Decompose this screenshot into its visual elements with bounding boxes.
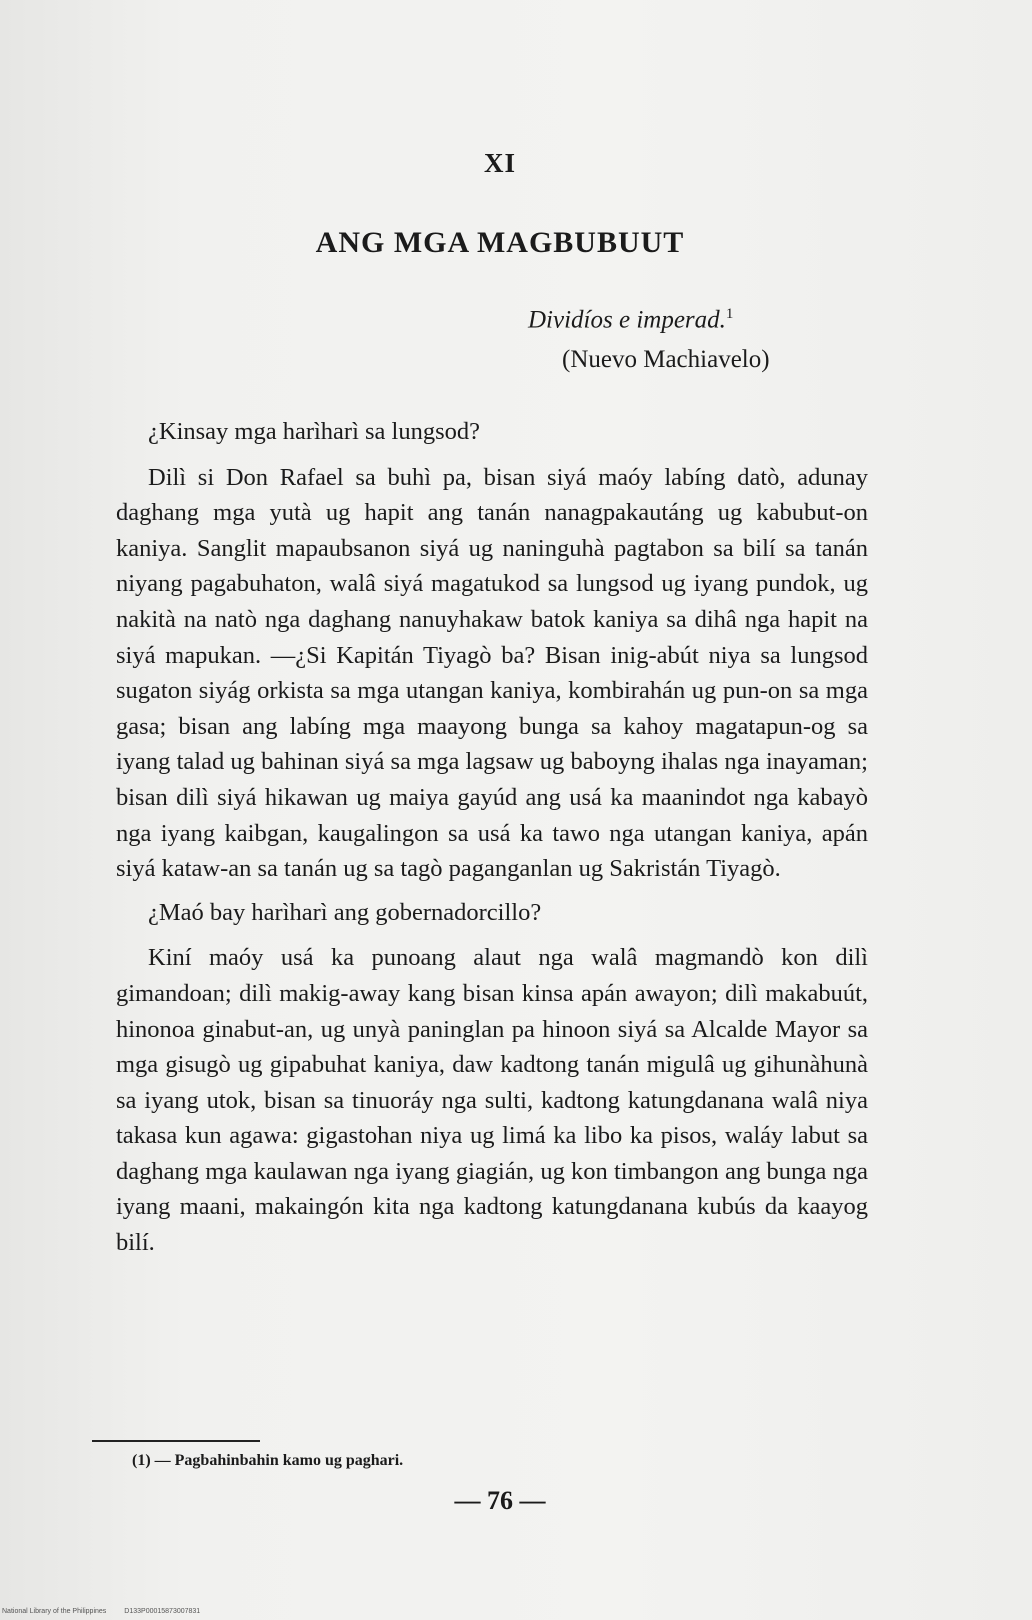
paragraph: ¿Kinsay mga harìharì sa lungsod? (148, 418, 481, 445)
epigraph-quote-text: Dividíos e imperad. (528, 306, 726, 334)
epigraph-quote (528, 306, 733, 334)
library-credit: National Library of the Philippines (2, 1608, 107, 1615)
chapter-title: ANG MGA MAGBUBUUT (315, 226, 685, 259)
file-id: D133P00015873007831 (124, 1608, 201, 1615)
footnote: (1) — Pagbahinbahin kamo ug paghari. (132, 1452, 404, 1469)
footnote-divider (92, 1440, 260, 1442)
scan-credit (2, 1608, 218, 1615)
footnote-marker: 1 (725, 306, 734, 322)
chapter-number: XI (483, 148, 516, 178)
epigraph-source: (Nuevo Machiavelo) (562, 346, 770, 373)
page-number: — 76 — (454, 1486, 546, 1515)
paragraph: ¿Maó bay harìharì ang gobernadorcillo? (148, 898, 542, 926)
paragraph: Kiní maóy usá ka punoang alaut nga walâ magmandò kon dilì gimandoan; dilì makig-away kang bisan kinsa apán awayon; dilì makabuút, hinonoa ginabut-an, ug unyà paninglan pa hinoon siyá sa Alcalde Mayor sa mga gisugò ug gipabuhat kaniya, daw kadtong tanán migulâ ug gihunàhunà sa iyang utok, bisan sa tinuoráy nga sulti, kadtong katungdanana walâ niya takasa kun agawa: gigastohan niya ug limá ka libo ka pisos, waláy labut sa daghang mga kaulawan nga iyang giagián, ug kon timbangon ang bunga nga iyang maani, makaingón kita nga kadtong katungdanana kubús da kaayog bilí. (116, 944, 868, 1257)
body-text (116, 414, 868, 1269)
paragraph: Dilì si Don Rafael sa buhì pa, bisan siyá maóy labíng datò, adunay daghang mga yutà ug hapit ang tanán nanagpakautáng ug kabubut-on kaniya. Sanglit mapaubsanon siyá ug naninguhà pagtabon sa bilí sa tanán niyang pagabuhaton, walâ siyá magatukod sa lungsod ug iyang pundok, ug nakità na natò nga daghang nanuyhakaw batok kaniya sa dihâ nga hapit na siyá mapukan. —¿Si Kapitán Tiyagò ba? Bisan inig-abút niya sa lungsod sugaton siyág orkista sa mga utangan kaniya, kombirahán ug pun-on sa mga gasa; bisan ang labíng mga maayong bunga sa kahoy magatapun-og sa iyang talad ug bahinan siyá sa mga lagsaw ug baboyng ihalas nga inayaman; bisan dilì siyá hikawan ug maiya gayúd ang usá ka maanindot nga kabayò nga iyang kaibgan, kaugalingon sa usá ka tawo nga utangan kaniya, apán siyá kataw-an sa tanán ug sa tagò paganganlan ug Sakristán Tiyagò. (116, 463, 868, 883)
